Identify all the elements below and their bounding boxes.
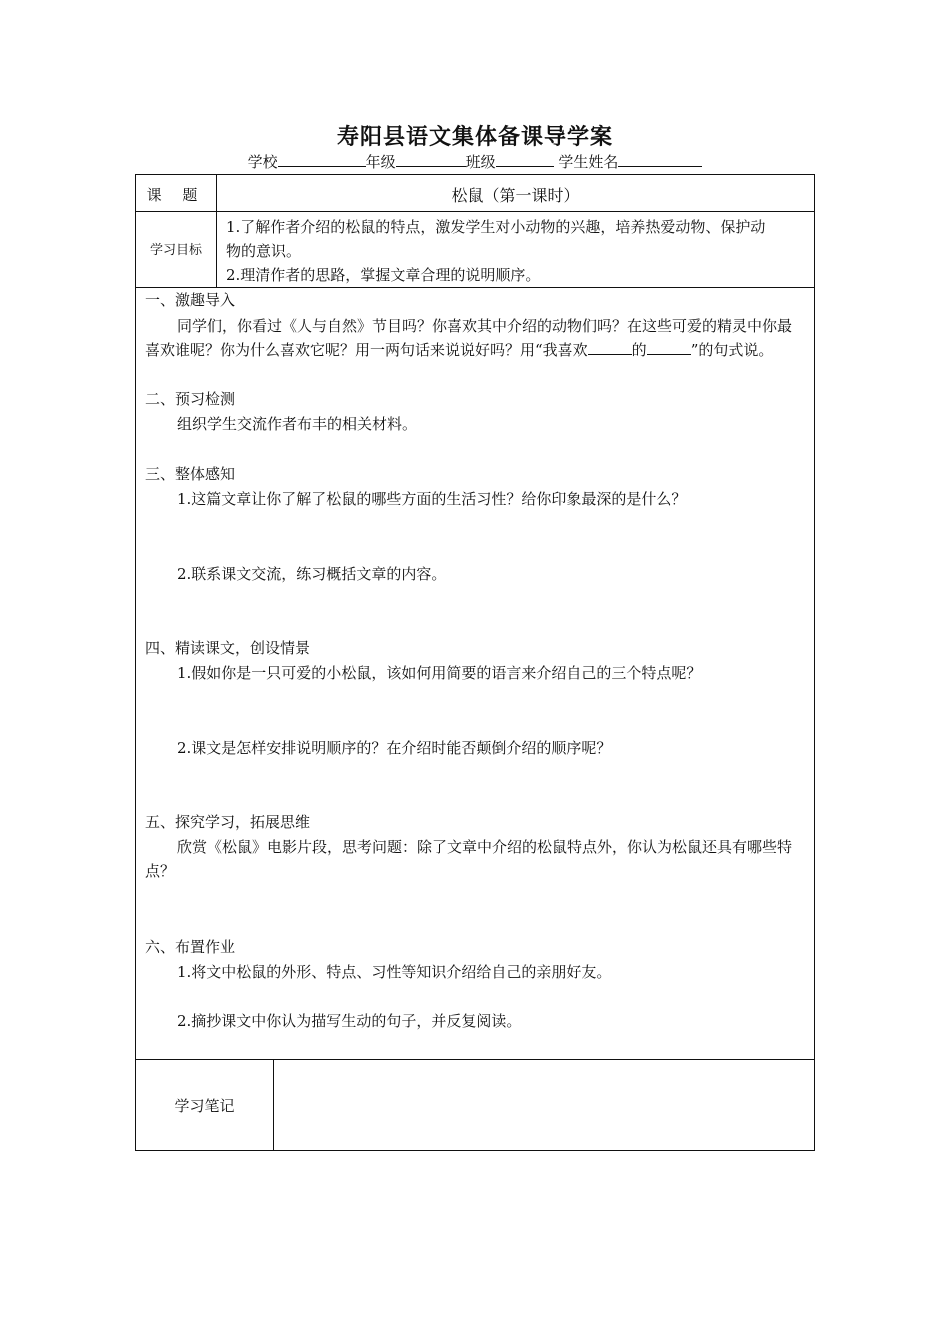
- s1-blank-2: [647, 340, 691, 355]
- section-5-paragraph: 欣赏《松鼠》电影片段，思考问题：除了文章中介绍的松鼠特点外，你认为松鼠还具有哪些特点？: [145, 838, 793, 880]
- goals-label: 学习目标: [149, 243, 202, 258]
- student-info-line: [0, 151, 950, 172]
- lesson-body: [136, 287, 814, 1059]
- section-1-paragraph: [145, 314, 806, 362]
- student-name-blank: [618, 152, 702, 167]
- s1-text-end: ”的句式说。: [690, 341, 774, 359]
- section-5-title: 五、探究学习，拓展思维: [145, 813, 311, 831]
- school-blank: [278, 152, 366, 167]
- section-4-question-1: 1.假如你是一只可爱的小松鼠，该如何用简要的语言来介绍自己的三个特点呢？: [177, 664, 702, 682]
- notes-divider: [273, 1060, 274, 1151]
- topic-value: 松鼠（第一课时）: [451, 186, 580, 205]
- goal-line-1: 1.了解作者介绍的松鼠的特点，激发学生对小动物的兴趣，培养热爱动物、保护动: [226, 218, 766, 236]
- goals-row: [136, 211, 814, 288]
- s1-blank-1: [588, 340, 632, 355]
- class-blank: [496, 152, 554, 167]
- section-1-title: 一、激趣导入: [145, 291, 236, 309]
- notes-label: 学习笔记: [174, 1097, 235, 1115]
- section-2-title: 二、预习检测: [145, 390, 236, 408]
- goal-line-3: 2.理清作者的思路，掌握文章合理的说明顺序。: [226, 266, 541, 284]
- school-label: 学校: [247, 153, 278, 171]
- lesson-table: [135, 174, 815, 1151]
- section-4-question-2: 2.课文是怎样安排说明顺序的？在介绍时能否颠倒介绍的顺序呢？: [177, 739, 612, 757]
- document-title: 寿阳县语文集体备课导学案: [336, 124, 613, 150]
- notes-row: [136, 1059, 814, 1151]
- class-label: 班级: [465, 153, 496, 171]
- student-name-label: 学生姓名: [558, 153, 619, 171]
- grade-blank: [396, 152, 466, 167]
- grade-label: 年级: [365, 153, 396, 171]
- s1-text-mid: 的: [631, 341, 647, 359]
- section-3-question-2: 2.联系课文交流，练习概括文章的内容。: [177, 565, 447, 583]
- goal-line-2: 物的意识。: [226, 242, 302, 260]
- topic-row: [136, 175, 814, 212]
- topic-label: 课 题: [146, 186, 206, 204]
- section-4-title: 四、精读课文，创设情景: [145, 639, 311, 657]
- goals-text: [226, 215, 808, 287]
- section-3-title: 三、整体感知: [145, 465, 236, 483]
- section-2-paragraph: 组织学生交流作者布丰的相关材料。: [177, 415, 418, 433]
- section-6-task-2: 2.摘抄课文中你认为描写生动的句子，并反复阅读。: [177, 1012, 522, 1030]
- section-3-question-1: 1.这篇文章让你了解了松鼠的哪些方面的生活习性？给你印象最深的是什么？: [177, 490, 687, 508]
- s1-text: 同学们，你看过《人与自然》节目吗？你喜欢其中介绍的动物们吗？在这些可爱的精灵中你最喜欢谁呢？你为什么喜欢它呢？用一两句话来说说好吗？用“我喜欢: [145, 317, 793, 359]
- section-6-task-1: 1.将文中松鼠的外形、特点、习性等知识介绍给自己的亲朋好友。: [177, 963, 612, 981]
- section-6-title: 六、布置作业: [145, 938, 236, 956]
